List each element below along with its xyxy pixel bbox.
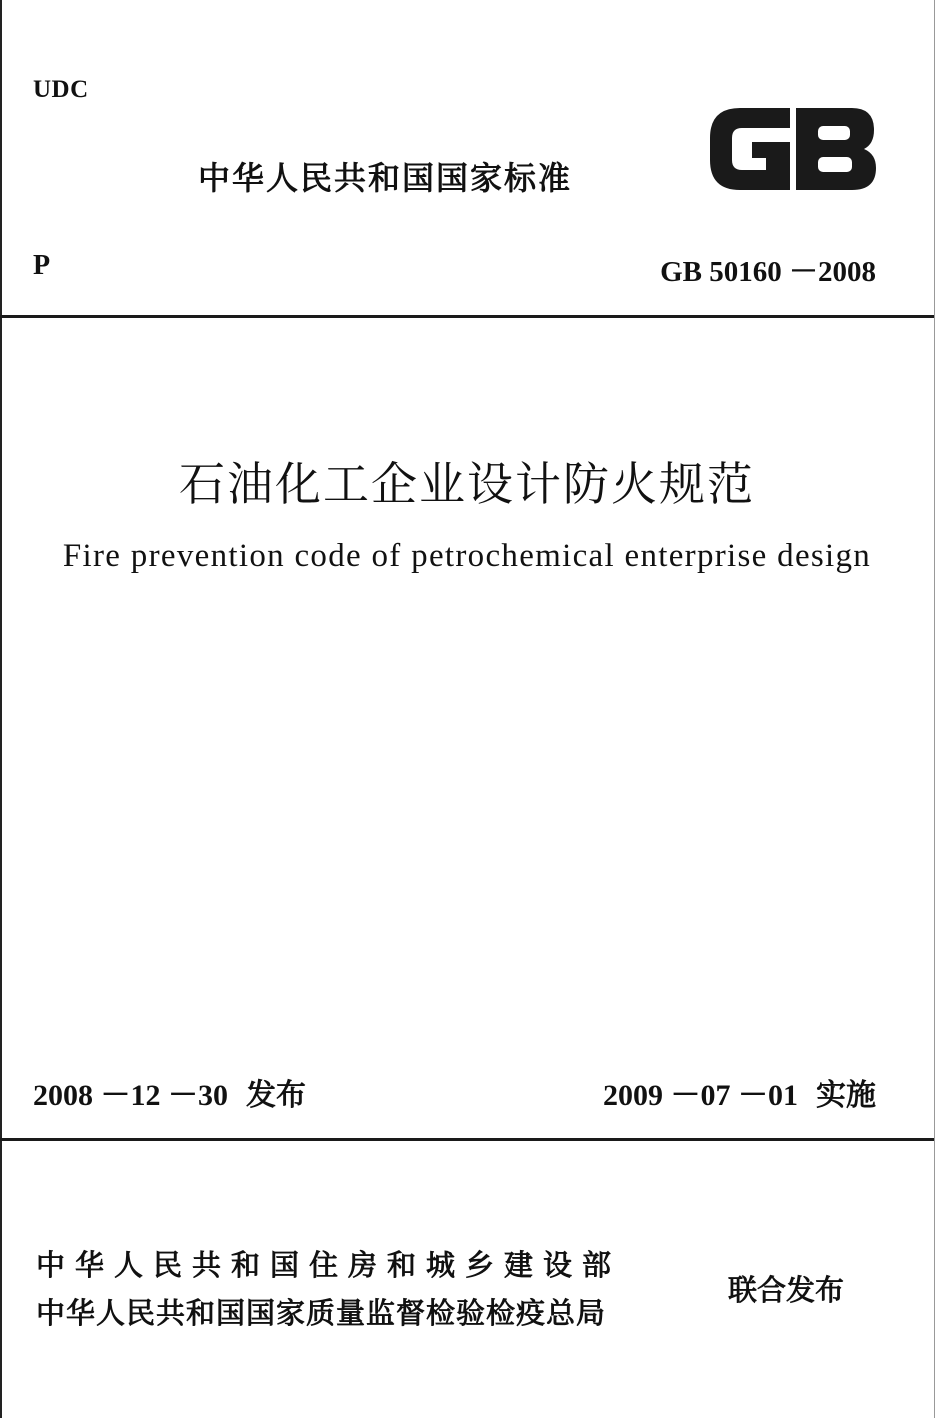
udc-label: UDC [33,76,89,103]
implement-date-row [603,1070,876,1114]
implement-label: 实施 [816,1078,876,1113]
title-chinese: 石油化工企业设计防火规范 [179,457,755,511]
left-border-line [0,0,2,1418]
implement-date: 2009 －07 －01 [603,1079,798,1112]
joint-issue-label: 联合发布 [728,1273,845,1307]
classification-code: P [33,250,51,281]
issue-date: 2008 －12 －30 [33,1079,228,1112]
title-english: Fire prevention code of petrochemical enterprise design [62,538,872,574]
issuer-ministry-housing: 中华人民共和国住房和城乡建设部 [36,1248,622,1282]
issue-label: 发布 [246,1078,306,1113]
standard-number: GB 50160 －2008 [660,256,876,288]
national-standard-heading: 中华人民共和国国家标准 [198,159,573,197]
bottom-divider [0,1138,934,1141]
issuer-aqsiq: 中华人民共和国国家质量监督检验检疫总局 [36,1296,607,1330]
issue-date-row [33,1070,306,1114]
right-border-line [934,0,935,1418]
gb-logo-icon [706,104,878,194]
top-divider [0,315,934,318]
